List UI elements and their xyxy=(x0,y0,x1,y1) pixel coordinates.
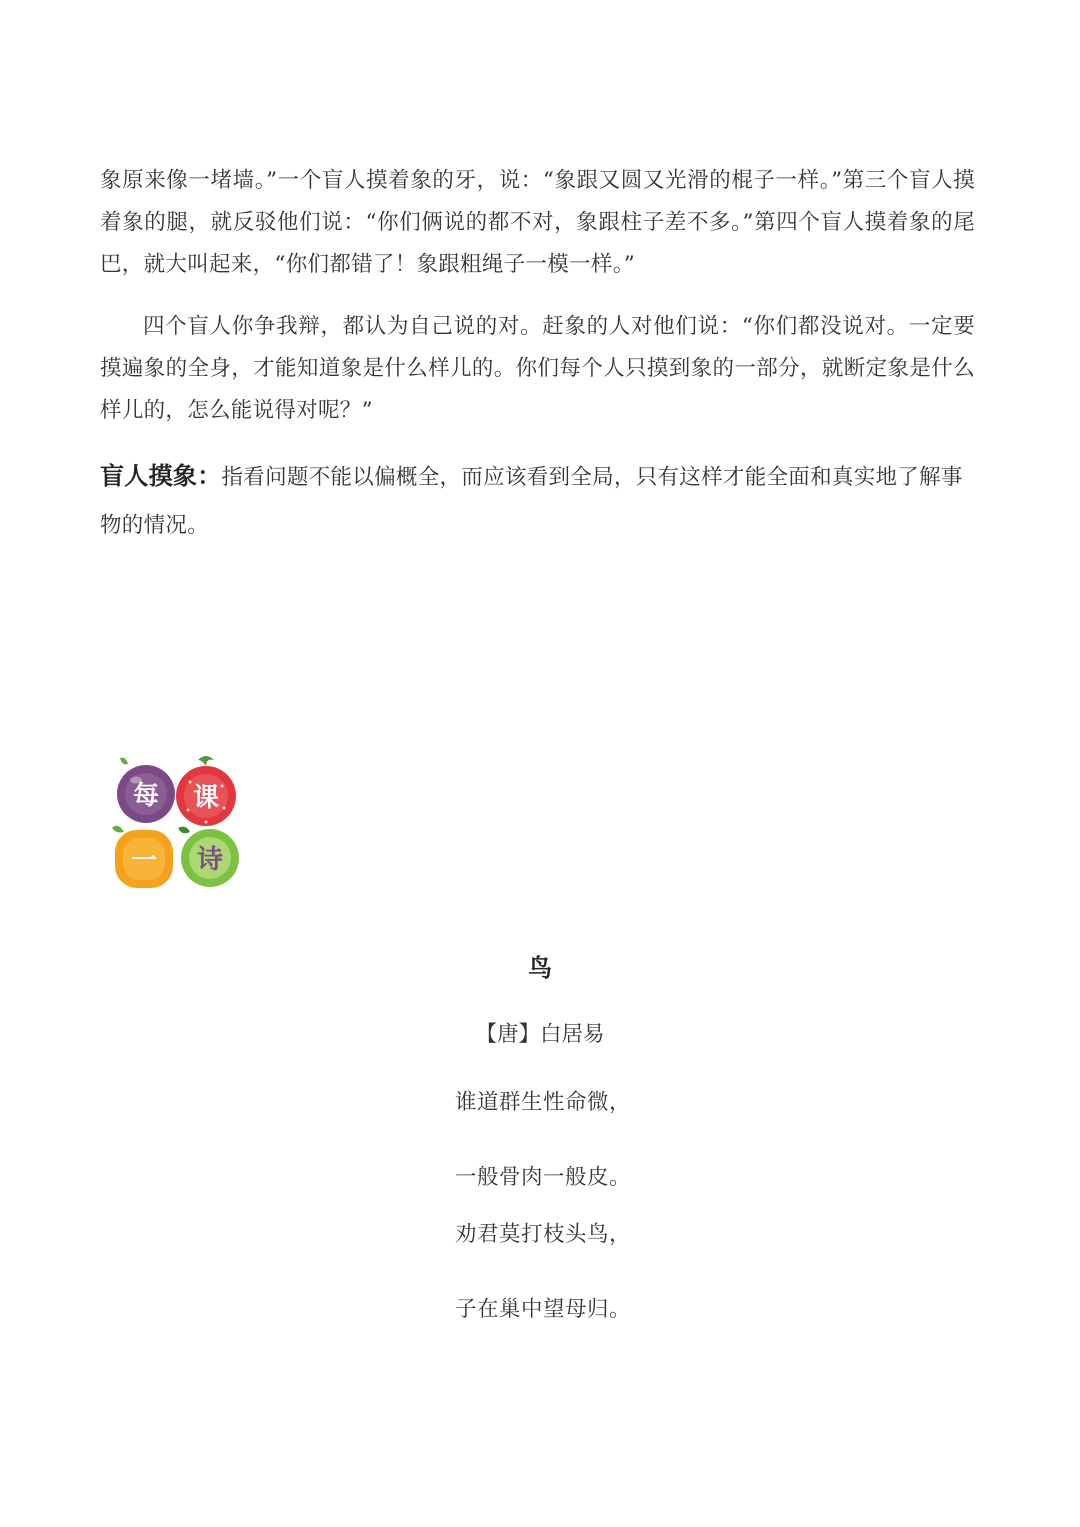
idiom-term: 盲人摸象： xyxy=(100,462,222,490)
poem-line-4: 子在巢中望母归。 xyxy=(455,1297,632,1322)
poem-author: 【唐】白居易 xyxy=(475,1022,605,1047)
fruit-logo-icon xyxy=(106,752,246,892)
daily-poem-logo xyxy=(106,752,246,892)
plum-icon xyxy=(117,758,175,823)
strawberry-icon xyxy=(176,756,236,826)
poem-line-3: 劝君莫打枝头鸟， xyxy=(455,1222,632,1247)
story-paragraph-1: 象原来像一堵墙。”一个盲人摸着象的牙，说：“象跟又圆又光滑的棍子一样。”第三个盲人摸着象的腿，就反驳他们说：“你们俩说的都不对，象跟柱子差不多。”第四个盲人摸着象的尾巴，就大叫起来，“你们都错了！象跟粗绳子一模一样。” xyxy=(100,168,975,277)
idiom-definition xyxy=(100,452,975,550)
poem-title: 鸟 xyxy=(528,954,552,982)
idiom-meaning: 指看问题不能以偏概全，而应该看到全局，只有这样才能全面和真实地了解事物的情况。 xyxy=(100,465,963,538)
story-paragraph-2: 四个盲人你争我辩，都认为自己说的对。赶象的人对他们说：“你们都没说对。一定要摸遍象的全身，才能知道象是什么样儿的。你们每个人只摸到象的一部分，就断定象是什么样儿的，怎么能说得对呢？” xyxy=(100,314,975,423)
logo-char-yi: 一 xyxy=(130,846,158,876)
story-text xyxy=(100,160,975,432)
orange-icon xyxy=(112,826,173,888)
logo-char-ke: 课 xyxy=(192,783,220,813)
poem-line-2: 一般骨肉一般皮。 xyxy=(455,1165,632,1190)
lime-icon xyxy=(178,827,239,887)
poem-line-1: 谁道群生性命微， xyxy=(455,1090,632,1115)
logo-char-shi: 诗 xyxy=(196,845,224,875)
logo-char-mei: 每 xyxy=(132,781,160,811)
